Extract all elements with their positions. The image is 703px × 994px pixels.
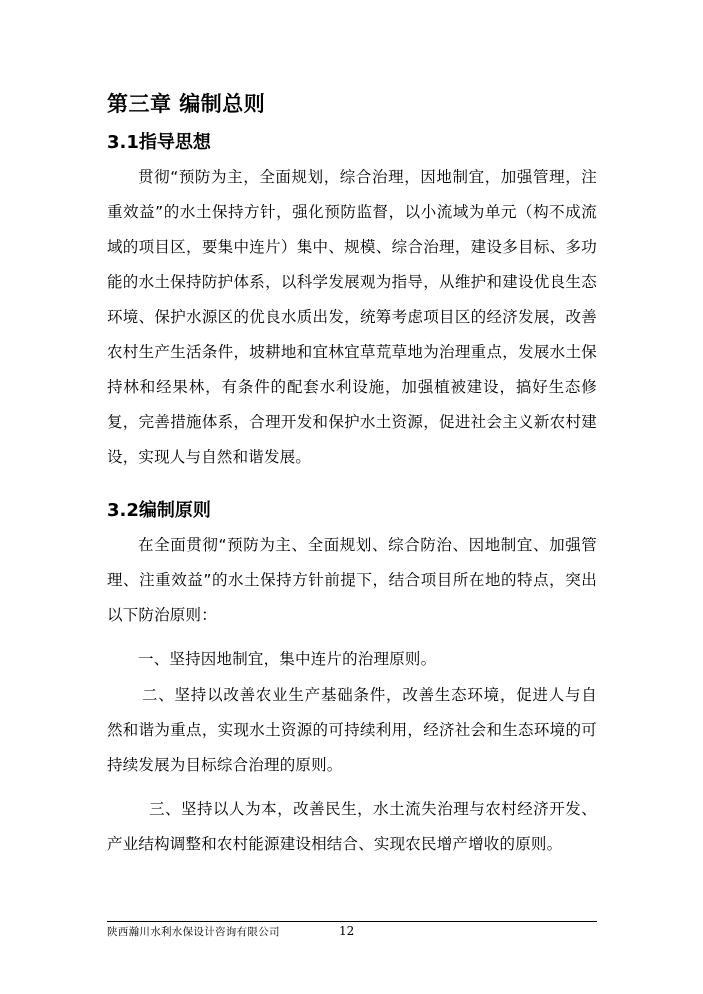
paragraph-guiding-ideology: 贯彻“预防为主，全面规划，综合治理，因地制宜，加强管理，注重效益”的水土保持方针，强化预防监督，以小流域为单元（构不成流域的项目区，要集中连片）集中、规模、综合治理，建设多目标、多功能的水土保持防护体系，以科学发展观为指导，从维护和建设优良生态环境、保护水源区的优良水质出发，统筹考虑项目区的经济发展，改善农村生产生活条件，坡耕地和宜林宜草荒草地为治理重点，发展水土保持林和经果林，有条件的配套水利设施，加强植被建设，搞好生态修复，完善措施体系，合理开发和保护水土资源，促进社会主义新农村建设，实现人与自然和谐发展。 (107, 168, 597, 466)
paragraph-principle-1: 一、坚持因地制宜，集中连片的治理原则。 (138, 650, 437, 668)
footer-company-name: 陕西瀚川水利水保设计咨询有限公司 (107, 926, 280, 938)
chapter-title: 第三章 编制总则 (107, 92, 266, 116)
paragraph-principles-intro: 在全面贯彻“预防为主、全面规划、综合防治、因地制宜、加强管理、注重效益”的水土保持方针前提下，结合项目所在地的特点，突出以下防治原则： (107, 536, 597, 624)
footer-divider (107, 921, 597, 922)
paragraph-principle-3: 三、坚持以人为本，改善民生，水土流失治理与农村经济开发、产业结构调整和农村能源建设相结合、实现农民增产增收的原则。 (107, 800, 597, 853)
section-heading-3-1: 3.1指导思想 (107, 132, 211, 153)
paragraph-principle-2: 二、坚持以改善农业生产基础条件，改善生态环境，促进人与自然和谐为重点，实现水土资源的可持续利用，经济社会和生态环境的可持续发展为目标综合治理的原则。 (107, 686, 597, 774)
page-number: 12 (339, 924, 355, 938)
section-heading-3-2: 3.2编制原则 (107, 500, 211, 521)
